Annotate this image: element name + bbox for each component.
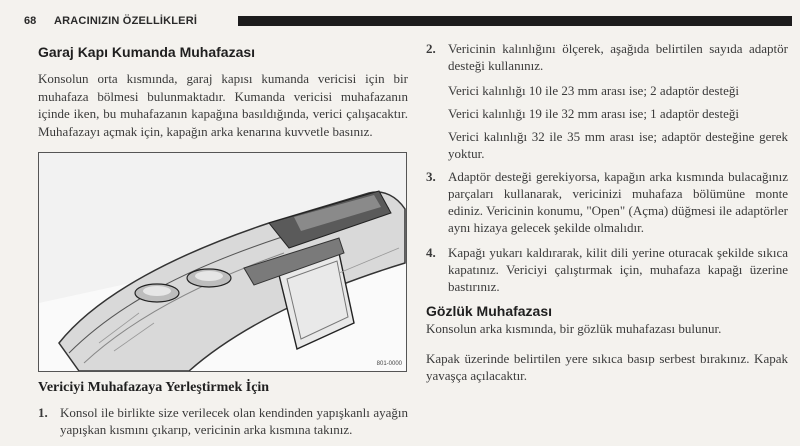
thickness-specs xyxy=(426,82,788,162)
step-3 xyxy=(426,168,788,236)
right-column xyxy=(426,40,788,385)
glasses-paragraph-1: Konsolun arka kısmında, bir gözlük muhafazası bulunur. xyxy=(426,321,722,336)
spec-2: Verici kalınlığı 19 ile 32 mm arası ise; 1 adaptör desteği xyxy=(448,106,739,121)
step-1-text: Konsol ile birlikte size verilecek olan kendinden yapışkanlı ayağın yapışkan kısmını çıkarıp, vericinin arka kısmına takınız. xyxy=(60,405,408,437)
step-3-text: Adaptör desteği gerekiyorsa, kapağın arka kısmında bulacağınız parçaları kullanarak, vericinizi muhafaza bölümüne monte ediniz. Vericinin konumu, "Open" (Açma) düğmesi ile adaptörler aynı hizaya gelecek şekilde olmalıdır. xyxy=(448,169,788,235)
page-number: 68 xyxy=(24,15,37,27)
figure-code: 801-0000 xyxy=(376,361,402,367)
left-column-bottom xyxy=(38,380,408,438)
garage-heading: Garaj Kapı Kumanda Muhafazası xyxy=(38,44,256,60)
step-4-number: 4. xyxy=(426,245,436,260)
step-4-text: Kapağı yukarı kaldırarak, kilit dili yerine oturacak şekilde sıkıca kapatınız. Vericiyi çalıştırmak için, muhafaza kapağı üzerine bastırınız. xyxy=(448,245,788,294)
header-rule xyxy=(238,16,792,26)
spec-3: Verici kalınlığı 32 ile 35 mm arası ise; adaptör desteğine gerek yoktur. xyxy=(448,129,788,161)
glasses-paragraph-2: Kapak üzerinde belirtilen yere sıkıca basıp serbest bırakınız. Kapak yavaşça açılacaktır. xyxy=(426,350,788,383)
spec-1: Verici kalınlığı 10 ile 23 mm arası ise; 2 adaptör desteği xyxy=(448,83,739,98)
console-drawing xyxy=(39,153,406,371)
step-1 xyxy=(38,404,408,438)
glasses-heading: Gözlük Muhafazası xyxy=(426,303,553,319)
left-column-top xyxy=(38,44,408,140)
install-heading: Vericiyi Muhafazaya Yerleştirmek İçin xyxy=(38,380,270,395)
step-1-number: 1. xyxy=(38,405,48,420)
step-4 xyxy=(426,244,788,295)
garage-intro-paragraph: Konsolun orta kısmında, garaj kapısı kumanda vericisi için bir muhafaza bölmesi bulunmaktadır. Kumanda vericisi muhafazanın içinde iken, bu muhafazanın kapağına basıldığında, verici çalışacaktır. Muhafazayı açmak için, kapağın arka kenarına kuvvetle basınız. xyxy=(38,71,408,139)
step-2-number: 2. xyxy=(426,41,436,56)
page-header xyxy=(24,12,792,30)
step-2-text: Vericinin kalınlığını ölçerek, aşağıda belirtilen sayıda adaptör desteği kullanınız. xyxy=(448,41,788,73)
console-illustration xyxy=(38,152,407,372)
step-2 xyxy=(426,40,788,74)
step-3-number: 3. xyxy=(426,169,436,184)
chapter-title: ARACINIZIN ÖZELLİKLERİ xyxy=(54,15,198,27)
